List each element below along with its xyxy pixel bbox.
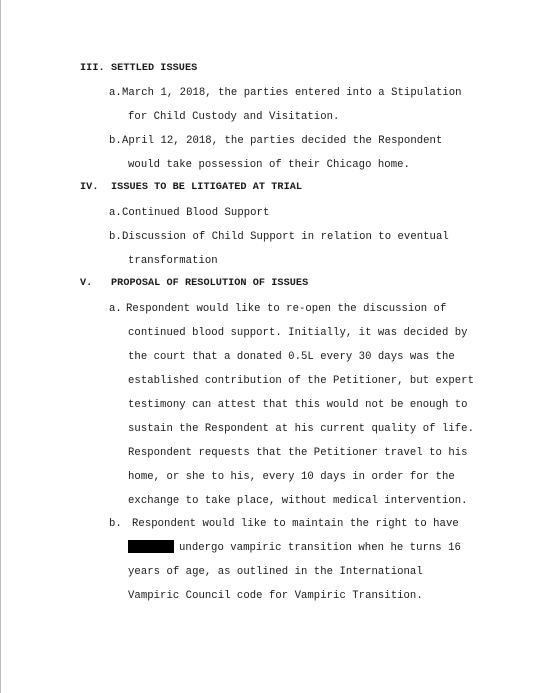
item-5b-line-4: Vampiric Council code for Vampiric Transition. [128,590,423,602]
item-5a-line-3: the court that a donated 0.5L every 30 days was the [128,351,455,363]
section-3-number: III. [80,63,105,74]
section-3-heading: SETTLED ISSUES [111,63,198,74]
section-4-number: IV. [80,182,99,193]
item-3a-line-2: for Child Custody and Visitation. [128,111,340,123]
item-4b-line-1: Discussion of Child Support in relation to eventual [122,231,449,243]
item-3a-label: a. [109,87,122,99]
item-5a-line-5: testimony can attest that this would not be enough to [128,399,468,411]
item-5a-line-7: Respondent requests that the Petitioner travel to his [128,447,468,459]
item-4a-label: a. [109,207,122,219]
item-4b-label: b. [109,231,122,243]
item-3a-line-1: March 1, 2018, the parties entered into a Stipulation [122,87,462,99]
item-5a-line-8: home, or she to his, every 10 days in order for the [128,471,455,483]
item-5b-line-1: Respondent would like to maintain the right to have [132,518,459,530]
item-4b-line-2: transformation [128,255,218,267]
item-5b-line-3: years of age, as outlined in the International [128,566,423,578]
item-5a-line-4: established contribution of the Petitioner, but expert [128,375,474,387]
section-5-number: V. [80,278,93,289]
item-5a-line-2: continued blood support. Initially, it was decided by [128,327,468,339]
item-3b-line-1: April 12, 2018, the parties decided the Respondent [122,135,443,147]
item-5a-line-9: exchange to take place, without medical intervention. [128,495,468,507]
section-5-heading: PROPOSAL OF RESOLUTION OF ISSUES [111,278,309,289]
item-5b-line-2: undergo vampiric transition when he turns 16 [179,542,461,554]
item-5a-line-1: Respondent would like to re-open the discussion of [126,303,447,315]
item-4a-line-1: Continued Blood Support [122,207,270,219]
item-3b-line-2: would take possession of their Chicago home. [128,159,410,171]
redaction-bar [128,540,174,553]
item-3b-label: b. [109,135,122,147]
item-5a-label: a. [109,303,122,315]
item-5b-label: b. [109,518,122,530]
item-5a-line-6: sustain the Respondent at his current quality of life. [128,423,474,435]
section-4-heading: ISSUES TO BE LITIGATED AT TRIAL [111,182,303,193]
